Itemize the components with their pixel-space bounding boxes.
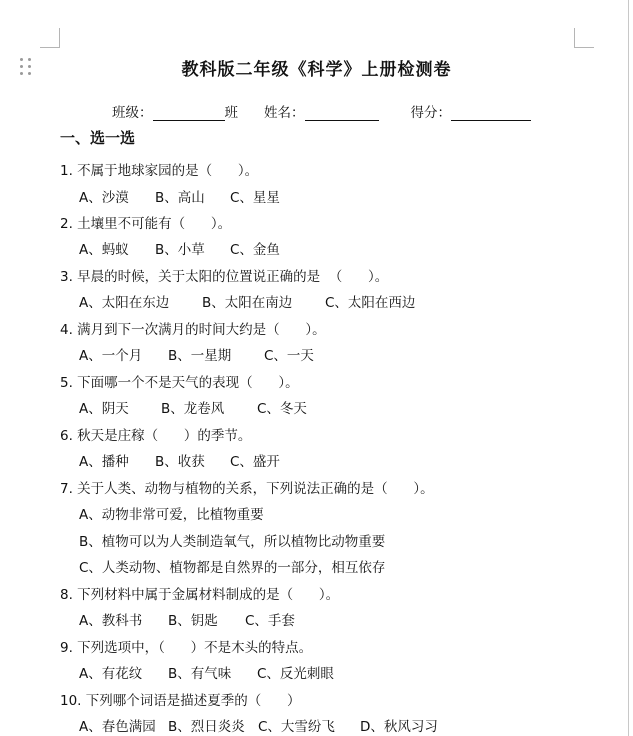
option: B、高山 bbox=[155, 190, 205, 206]
question: 8. 下列材料中属于金属材料制成的是（ ）。 bbox=[60, 587, 340, 603]
option: A、沙漠 bbox=[79, 190, 129, 206]
option: A、播种 bbox=[79, 454, 129, 470]
crop-mark-top-right-h bbox=[574, 47, 594, 48]
option: B、太阳在南边 bbox=[202, 295, 293, 311]
option: C、手套 bbox=[245, 613, 295, 629]
section-heading: 一、选一选 bbox=[60, 129, 136, 147]
class-suffix: 班 bbox=[224, 105, 238, 121]
question: 9. 下列选项中，（ ）不是木头的特点。 bbox=[60, 640, 313, 656]
option: A、动物非常可爱，比植物重要 bbox=[79, 507, 264, 523]
question: 6. 秋天是庄稼（ ）的季节。 bbox=[60, 428, 252, 444]
option: B、一星期 bbox=[168, 348, 232, 364]
option: C、太阳在西边 bbox=[325, 295, 416, 311]
option: B、烈日炎炎 bbox=[168, 719, 245, 735]
option: B、植物可以为人类制造氧气，所以植物比动物重要 bbox=[79, 534, 386, 550]
option: A、有花纹 bbox=[79, 666, 143, 682]
class-label: 班级： bbox=[112, 105, 153, 121]
question: 3. 早晨的时候，关于太阳的位置说正确的是 （ ）。 bbox=[60, 269, 389, 285]
option: B、龙卷风 bbox=[161, 401, 225, 417]
document-title: 教科版二年级《科学》上册检测卷 bbox=[181, 60, 452, 80]
option: D、秋风习习 bbox=[360, 719, 438, 735]
crop-mark-top-right-v bbox=[574, 28, 575, 48]
crop-mark-top-left-h bbox=[40, 47, 60, 48]
option: A、春色满园 bbox=[79, 719, 156, 735]
question: 2. 土壤里不可能有（ ）。 bbox=[60, 216, 232, 232]
score-label: 得分： bbox=[410, 105, 451, 121]
option: C、星星 bbox=[230, 190, 280, 206]
score-blank bbox=[451, 104, 531, 121]
option: C、盛开 bbox=[230, 454, 280, 470]
option: A、教科书 bbox=[79, 613, 143, 629]
option: C、一天 bbox=[264, 348, 314, 364]
option: C、大雪纷飞 bbox=[258, 719, 335, 735]
option: C、冬天 bbox=[257, 401, 307, 417]
option: B、小草 bbox=[155, 242, 205, 258]
option: C、金鱼 bbox=[230, 242, 280, 258]
question: 1. 不属于地球家园的是（ ）。 bbox=[60, 163, 259, 179]
option: A、一个月 bbox=[79, 348, 143, 364]
question: 5. 下面哪一个不是天气的表现（ ）。 bbox=[60, 375, 299, 391]
student-info-line bbox=[112, 101, 531, 121]
question: 10. 下列哪个词语是描述夏季的（ ） bbox=[60, 693, 301, 709]
question: 4. 满月到下一次满月的时间大约是（ ）。 bbox=[60, 322, 326, 338]
page-edge bbox=[628, 0, 629, 736]
class-blank bbox=[153, 104, 225, 121]
option: B、钥匙 bbox=[168, 613, 218, 629]
option: B、收获 bbox=[155, 454, 205, 470]
option: C、人类动物、植物都是自然界的一部分，相互依存 bbox=[79, 560, 386, 576]
option: A、蚂蚁 bbox=[79, 242, 129, 258]
option: B、有气味 bbox=[168, 666, 232, 682]
crop-mark-top-left-v bbox=[59, 28, 60, 48]
option: A、太阳在东边 bbox=[79, 295, 170, 311]
question: 7. 关于人类、动物与植物的关系，下列说法正确的是（ ）。 bbox=[60, 481, 434, 497]
name-label: 姓名： bbox=[264, 105, 305, 121]
option: A、阴天 bbox=[79, 401, 129, 417]
option: C、反光刺眼 bbox=[257, 666, 334, 682]
name-blank bbox=[305, 104, 379, 121]
